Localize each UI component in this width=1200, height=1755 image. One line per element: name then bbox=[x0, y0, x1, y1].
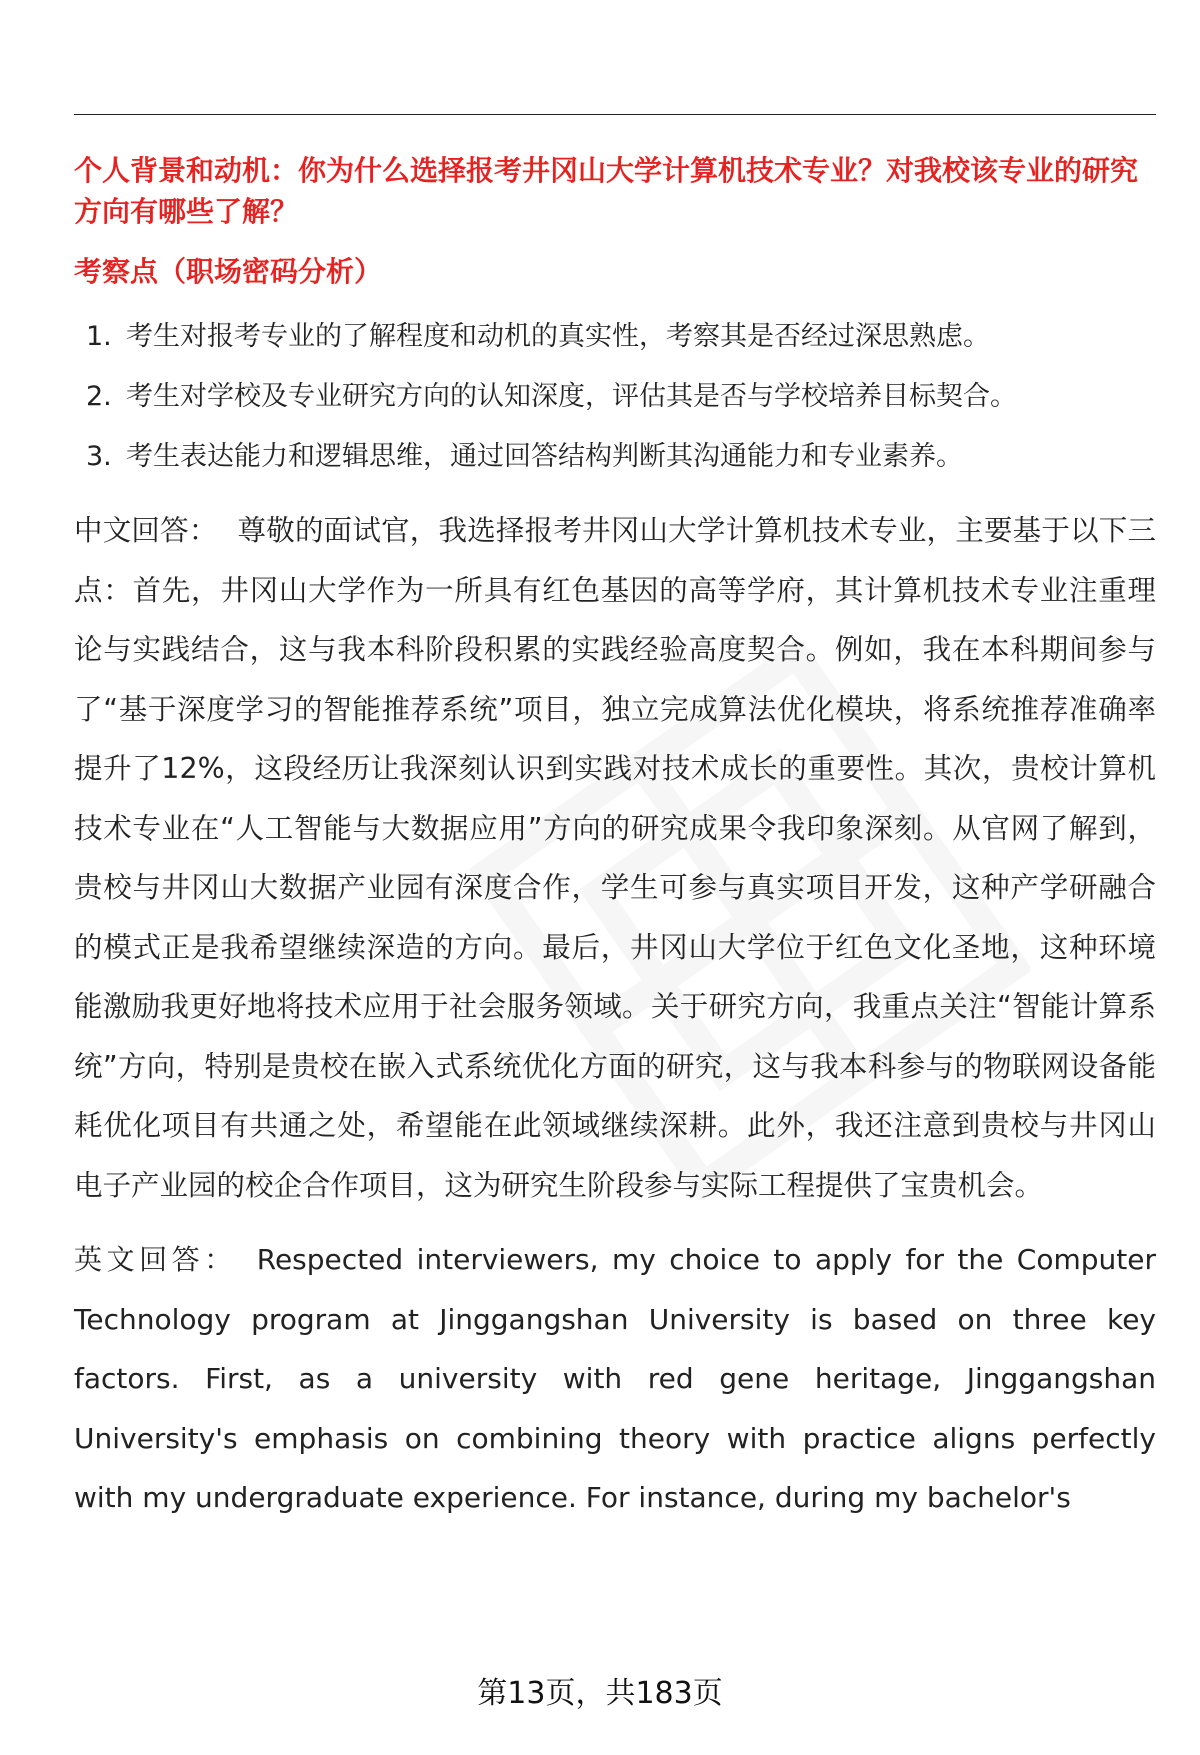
list-item-number: 3. bbox=[86, 441, 112, 472]
chinese-answer-text: 尊敬的面试官，我选择报考井冈山大学计算机技术专业，主要基于以下三点：首先，井冈山大学作为一所具有红色基因的高等学府，其计算机技术专业注重理论与实践结合，这与我本科阶段积累的实践经验高度契合。例如，我在本科期间参与了“基于深度学习的智能推荐系统”项目，独立完成算法优化模块，将系统推荐准确率提升了12%，这段经历让我深刻认识到实践对技术成长的重要性。其次，贵校计算机技术专业在“人工智能与大数据应用”方向的研究成果令我印象深刻。从官网了解到，贵校与井冈山大数据产业园有深度合作，学生可参与真实项目开发，这种产学研融合的模式正是我希望继续深造的方向。最后，井冈山大学位于红色文化圣地，这种环境能激励我更好地将技术应用于社会服务领域。关于研究方向，我重点关注“智能计算系统”方向，特别是贵校在嵌入式系统优化方面的研究，这与我本科参与的物联网设备能耗优化项目有共通之处，希望能在此领域继续深耕。此外，我还注意到贵校与井冈山电子产业园的校企合作项目，这为研究生阶段参与实际工程提供了宝贵机会。 bbox=[74, 514, 1156, 1202]
page-content bbox=[74, 150, 1156, 1528]
list-item-text: 考生对学校及专业研究方向的认知深度，评估其是否与学校培养目标契合。 bbox=[126, 381, 1017, 412]
english-answer-paragraph bbox=[74, 1230, 1156, 1528]
list-item bbox=[74, 437, 1156, 477]
question-heading: 个人背景和动机：你为什么选择报考井冈山大学计算机技术专业？对我校该专业的研究方向有哪些了解？ bbox=[74, 154, 1139, 228]
english-answer-label: 英文回答： bbox=[74, 1243, 237, 1276]
chinese-answer-label: 中文回答： bbox=[74, 514, 218, 547]
assessment-heading: 考察点（职场密码分析） bbox=[74, 255, 383, 288]
chinese-answer-paragraph bbox=[74, 501, 1156, 1215]
list-item-number: 2. bbox=[86, 381, 112, 412]
header-divider bbox=[74, 114, 1156, 115]
list-item bbox=[74, 317, 1156, 357]
list-item bbox=[74, 377, 1156, 417]
assessment-points-list bbox=[74, 317, 1156, 477]
list-item-text: 考生对报考专业的了解程度和动机的真实性，考察其是否经过深思熟虑。 bbox=[126, 321, 990, 352]
page-number-footer: 第13页，共183页 bbox=[477, 1676, 723, 1711]
list-item-text: 考生表达能力和逻辑思维，通过回答结构判断其沟通能力和专业素养。 bbox=[126, 441, 963, 472]
english-answer-text: Respected interviewers, my choice to apply for the Computer Technology program at Jinggangshan University is based on three key factors. First, as a university with red gene heritage, Jinggangshan University's emphasis on combining theory with practice aligns perfectly with my undergraduate experience. For instance, during my bachelor's bbox=[74, 1243, 1156, 1514]
list-item-number: 1. bbox=[86, 321, 112, 352]
